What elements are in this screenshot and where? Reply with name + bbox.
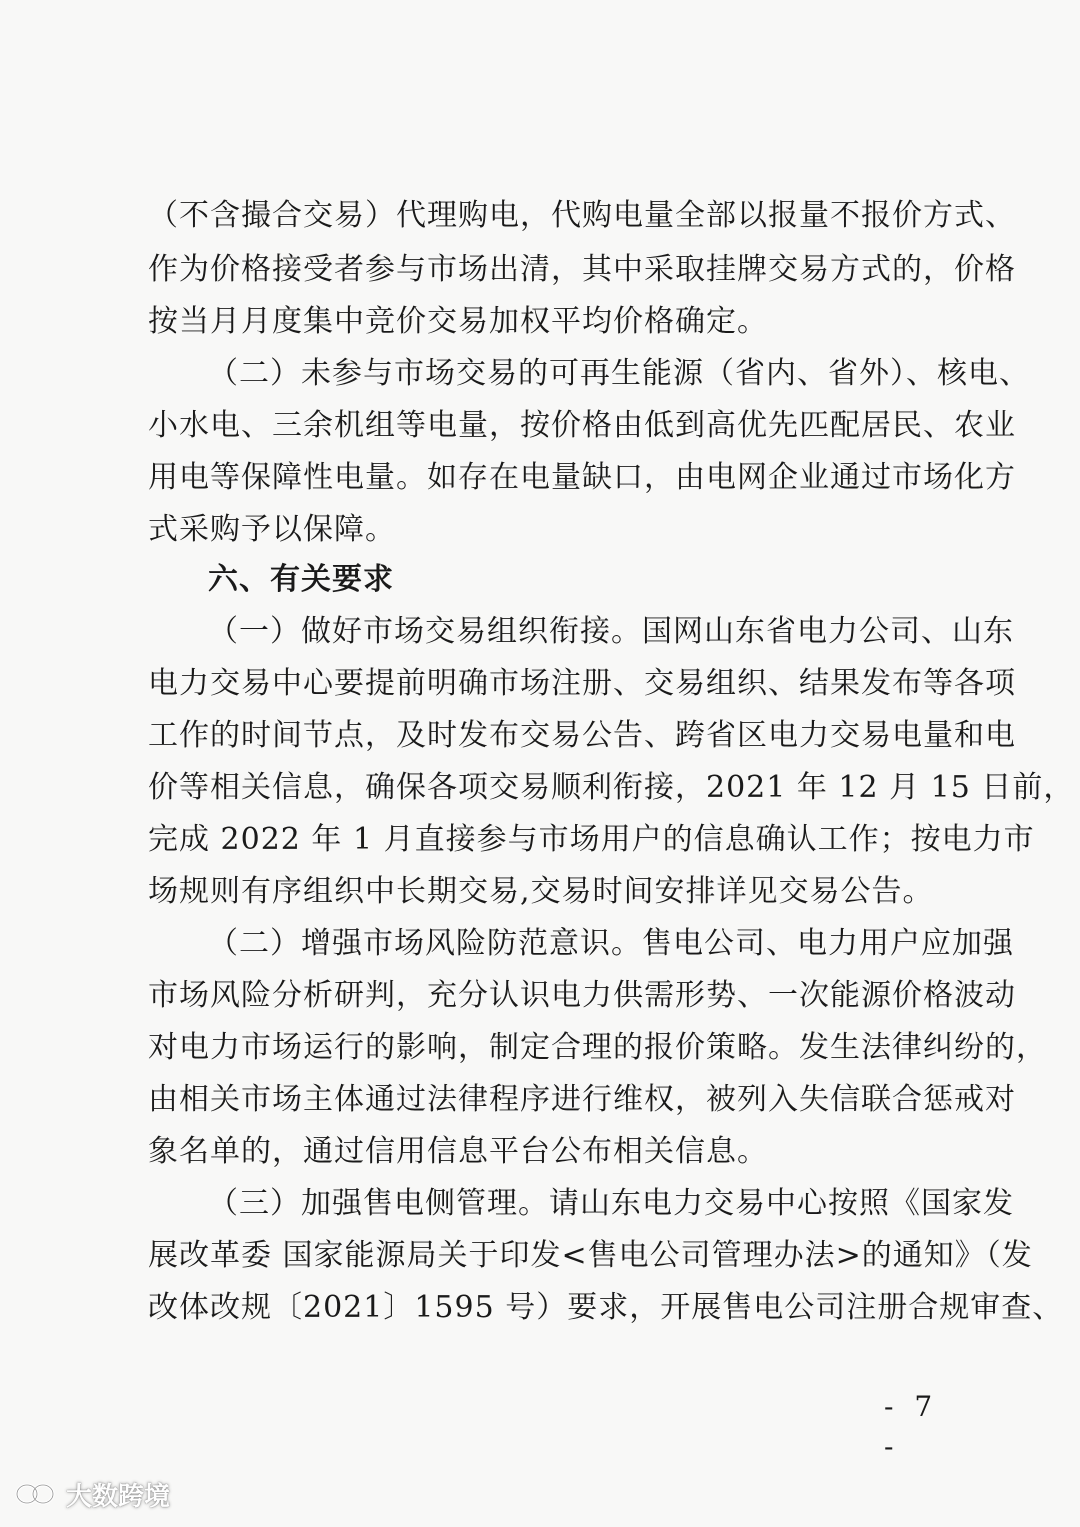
double-loop-logo-icon bbox=[14, 1481, 58, 1507]
text-line-18: 由相关市场主体通过法律程序进行维权，被列入失信联合惩戒对 bbox=[148, 1082, 1016, 1117]
text-line-21: 展改革委 国家能源局关于印发<售电公司管理办法>的通知》（发 bbox=[148, 1238, 1033, 1273]
text-line-2: 作为价格接受者参与市场出清，其中采取挂牌交易方式的，价格 bbox=[148, 252, 1016, 287]
text-line-5: 小水电、三余机组等电量，按价格由低到高优先匹配居民、农业 bbox=[148, 408, 1016, 443]
section-heading: 六、有关要求 bbox=[208, 562, 394, 597]
text-line-20: （三）加强售电侧管理。请山东电力交易中心按照《国家发 bbox=[208, 1186, 1014, 1221]
text-line-19: 象名单的，通过信用信息平台公布相关信息。 bbox=[148, 1134, 768, 1169]
text-line-16: 市场风险分析研判，充分认识电力供需形势、一次能源价格波动 bbox=[148, 978, 1016, 1013]
text-line-17: 对电力市场运行的影响，制定合理的报价策略。发生法律纠纷的， bbox=[148, 1030, 1047, 1065]
text-line-10: 电力交易中心要提前明确市场注册、交易组织、结果发布等各项 bbox=[148, 666, 1016, 701]
text-line-22: 改体改规〔2021〕1595 号）要求，开展售电公司注册合规审查、 bbox=[148, 1290, 1064, 1325]
text-line-1: （不含撮合交易）代理购电，代购电量全部以报量不报价方式、 bbox=[148, 198, 1016, 233]
text-line-7: 式采购予以保障。 bbox=[148, 512, 396, 547]
text-line-13: 完成 2022 年 1 月直接参与市场用户的信息确认工作；按电力市 bbox=[148, 822, 1035, 857]
text-line-12: 价等相关信息，确保各项交易顺利衔接，2021 年 12 月 15 日前， bbox=[148, 770, 1075, 805]
text-line-9: （一）做好市场交易组织衔接。国网山东省电力公司、山东 bbox=[208, 614, 1014, 649]
watermark-text: 大数跨境 bbox=[66, 1481, 171, 1512]
text-line-4: （二）未参与市场交易的可再生能源（省内、省外）、核电、 bbox=[208, 356, 1030, 391]
text-line-3: 按当月月度集中竞价交易加权平均价格确定。 bbox=[148, 304, 768, 339]
text-line-6: 用电等保障性电量。如存在电量缺口，由电网企业通过市场化方 bbox=[148, 460, 1016, 495]
watermark bbox=[14, 1476, 170, 1512]
page-number: - 7 - bbox=[884, 1390, 939, 1463]
text-line-15: （二）增强市场风险防范意识。售电公司、电力用户应加强 bbox=[208, 926, 1014, 961]
text-line-14: 场规则有序组织中长期交易,交易时间安排详见交易公告。 bbox=[148, 874, 934, 909]
text-line-11: 工作的时间节点，及时发布交易公告、跨省区电力交易电量和电 bbox=[148, 718, 1016, 753]
